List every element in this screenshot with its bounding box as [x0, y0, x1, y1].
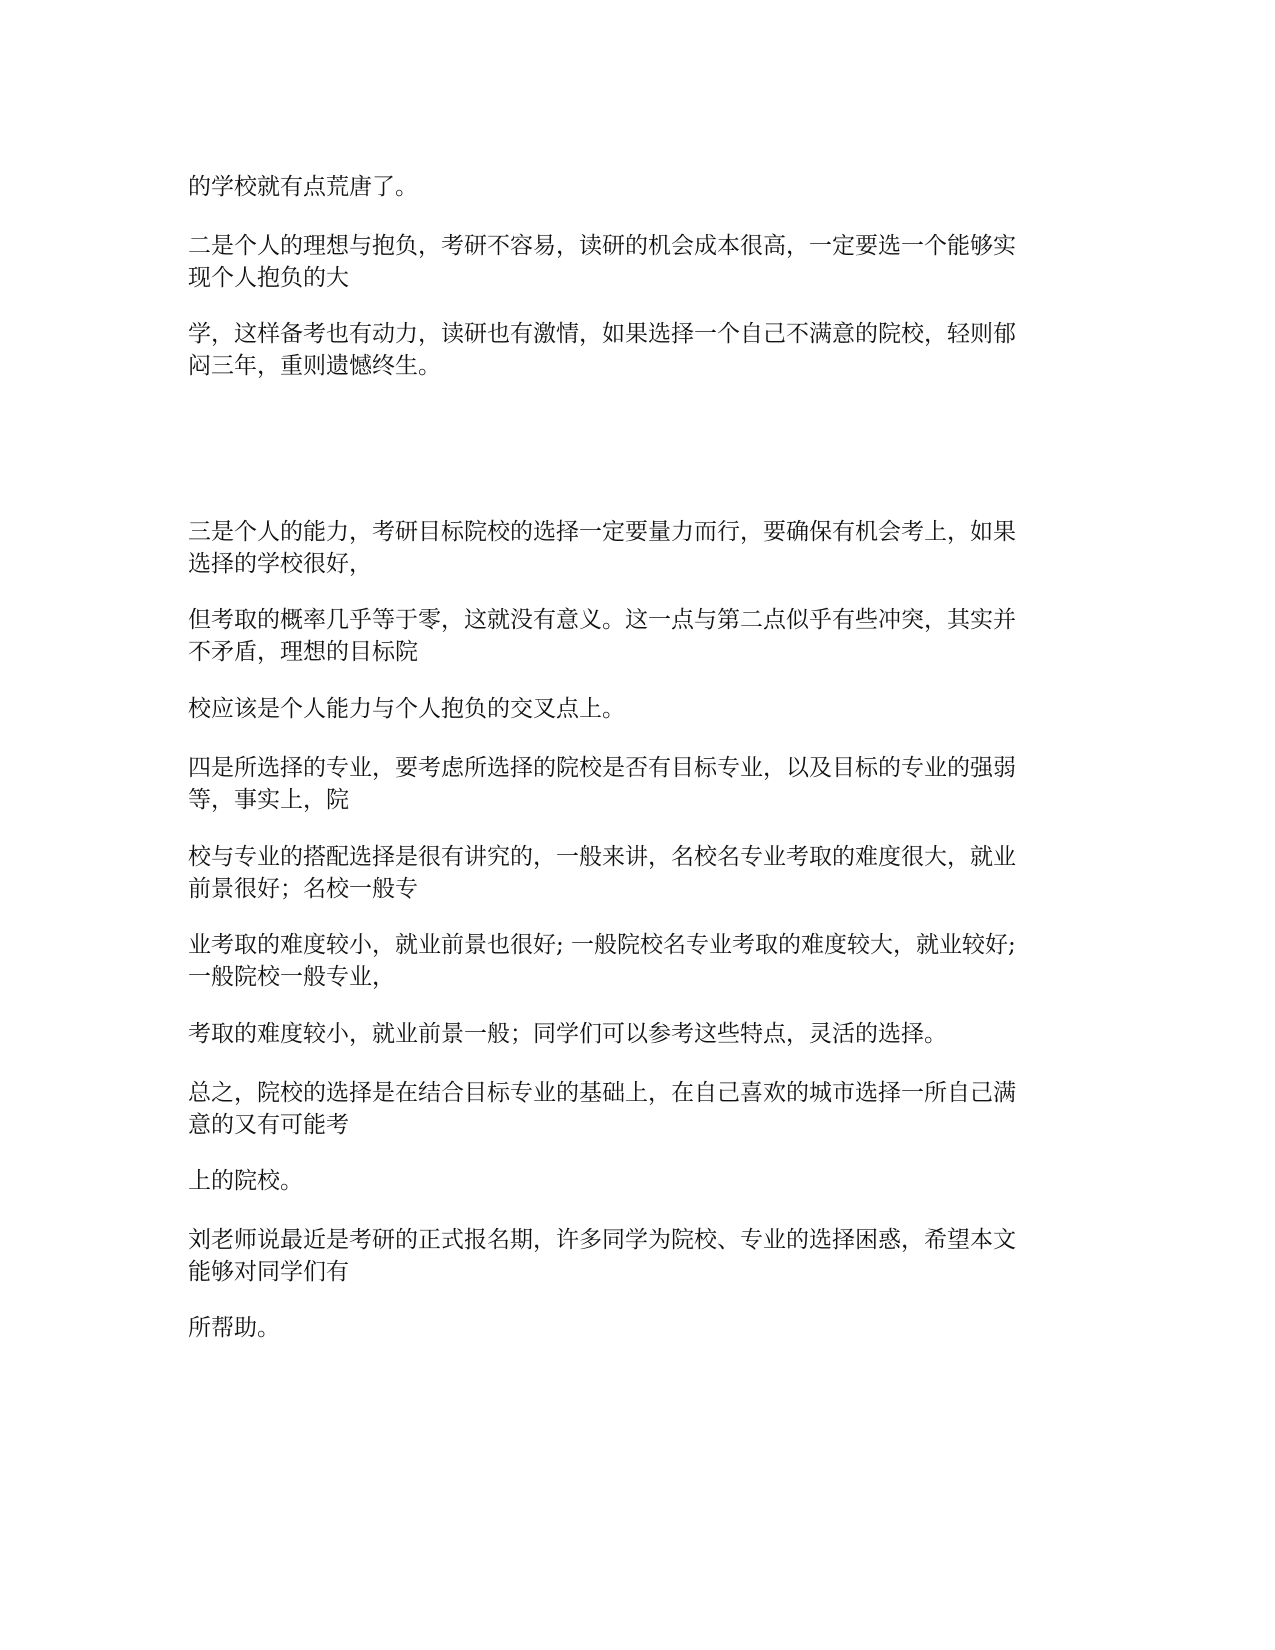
text-line: 总之，院校的选择是在结合目标专业的基础上，在自己喜欢的城市选择一所自己满 [188, 1080, 1016, 1106]
text-line: 意的又有可能考 [188, 1112, 349, 1138]
paragraph-11 [188, 1077, 1088, 1141]
paragraph-9 [188, 929, 1088, 993]
paragraph-7 [188, 752, 1088, 816]
text-line: 三是个人的能力，考研目标院校的选择一定要量力而行，要确保有机会考上，如果 [188, 519, 1016, 545]
text-line: 上的院校。 [188, 1168, 303, 1194]
text-line: 考取的难度较小，就业前景一般；同学们可以参考这些特点，灵活的选择。 [188, 1021, 947, 1047]
text-line: 一般院校一般专业， [188, 964, 395, 990]
text-line: 二是个人的理想与抱负，考研不容易，读研的机会成本很高，一定要选一个能够实 [188, 233, 1016, 259]
paragraph-5 [188, 604, 1088, 668]
paragraph-4 [188, 516, 1088, 580]
paragraph-1 [188, 171, 1088, 203]
text-line: 四是所选择的专业，要考虑所选择的院校是否有目标专业，以及目标的专业的强弱 [188, 755, 1016, 781]
text-line: 不矛盾，理想的目标院 [188, 639, 418, 665]
paragraph-13 [188, 1224, 1088, 1288]
text-line: 选择的学校很好， [188, 551, 372, 577]
text-line: 能够对同学们有 [188, 1259, 349, 1285]
text-line: 学，这样备考也有动力，读研也有激情，如果选择一个自己不满意的院校，轻则郁 [188, 321, 1016, 347]
paragraph-3 [188, 318, 1088, 382]
text-line: 的学校就有点荒唐了。 [188, 174, 418, 200]
paragraph-8 [188, 841, 1088, 905]
paragraph-6 [188, 693, 1088, 725]
text-line: 现个人抱负的大 [188, 265, 349, 291]
text-line: 闷三年，重则遗憾终生。 [188, 353, 441, 379]
text-line: 校应该是个人能力与个人抱负的交叉点上。 [188, 696, 625, 722]
paragraph-10 [188, 1018, 1088, 1050]
text-line: 但考取的概率几乎等于零，这就没有意义。这一点与第二点似乎有些冲突，其实并 [188, 607, 1016, 633]
text-line: 所帮助。 [188, 1315, 280, 1341]
text-line: 等，事实上，院 [188, 787, 349, 813]
paragraph-2 [188, 230, 1088, 294]
text-line: 前景很好；名校一般专 [188, 876, 418, 902]
paragraph-12 [188, 1165, 1088, 1197]
text-line: 校与专业的搭配选择是很有讲究的，一般来讲，名校名专业考取的难度很大，就业 [188, 844, 1016, 870]
text-line: 业考取的难度较小，就业前景也很好; 一般院校名专业考取的难度较大，就业较好; [188, 932, 1016, 958]
text-line: 刘老师说最近是考研的正式报名期，许多同学为院校、专业的选择困惑，希望本文 [188, 1227, 1016, 1253]
paragraph-14 [188, 1312, 1088, 1344]
